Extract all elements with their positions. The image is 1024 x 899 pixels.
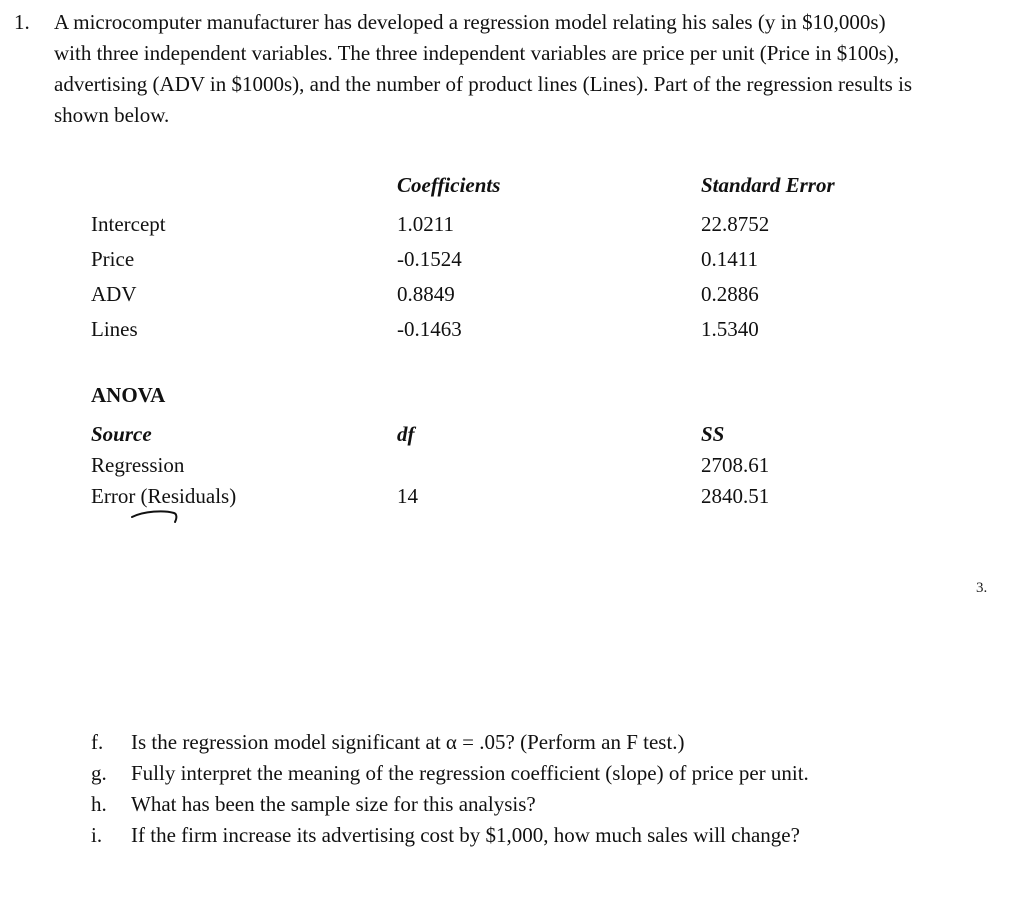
sub-question-letter-i: i. [91, 823, 103, 847]
sub-question-text-g: Fully interpret the meaning of the regression coefficient (slope) of price per unit. [131, 761, 809, 785]
question-number: 1. [14, 10, 30, 34]
sub-question-text-h: What has been the sample size for this analysis? [131, 792, 536, 816]
sub-question-letter-h: h. [91, 792, 107, 816]
question-text-line-1: A microcomputer manufacturer has developed a regression model relating his sales (y in $10,000s) [54, 10, 886, 34]
row-label-intercept: Intercept [91, 212, 166, 236]
row-label-adv: ADV [91, 282, 137, 306]
standard-error-price: 0.1411 [701, 247, 758, 271]
anova-title: ANOVA [91, 383, 166, 407]
coefficient-price: -0.1524 [397, 247, 462, 271]
sub-question-text-i: If the firm increase its advertising cost by $1,000, how much sales will change? [131, 823, 800, 847]
sub-question-letter-f: f. [91, 730, 104, 754]
standard-error-intercept: 22.8752 [701, 212, 770, 236]
sub-question-letter-g: g. [91, 761, 107, 785]
standard-error-header: Standard Error [701, 173, 835, 197]
coefficient-lines: -0.1463 [397, 317, 462, 341]
margin-mark: 3. [976, 580, 988, 596]
anova-row-error-df: 14 [397, 484, 418, 508]
anova-source-header: Source [91, 422, 152, 446]
row-label-price: Price [91, 247, 135, 271]
question-text-line-4: shown below. [54, 103, 170, 127]
question-text-line-2: with three independent variables. The three independent variables are price per unit (Price in $100s), [54, 41, 900, 65]
anova-df-header: df [397, 422, 415, 446]
coefficient-adv: 0.8849 [397, 282, 455, 306]
anova-ss-header: SS [701, 422, 725, 446]
anova-row-error-source: Error (Residuals) [91, 484, 237, 508]
coefficients-header: Coefficients [397, 173, 501, 197]
standard-error-adv: 0.2886 [701, 282, 759, 306]
standard-error-lines: 1.5340 [701, 317, 759, 341]
row-label-lines: Lines [91, 317, 138, 341]
coefficient-intercept: 1.0211 [397, 212, 454, 236]
anova-row-error-ss: 2840.51 [701, 484, 770, 508]
sub-question-text-f: Is the regression model significant at α = .05? (Perform an F test.) [131, 730, 685, 754]
pen-annotation-mark [130, 505, 182, 527]
anova-row-regression-ss: 2708.61 [701, 453, 770, 477]
question-text-line-3: advertising (ADV in $1000s), and the number of product lines (Lines). Part of the regression results is [54, 72, 913, 96]
anova-row-regression-source: Regression [91, 453, 185, 477]
